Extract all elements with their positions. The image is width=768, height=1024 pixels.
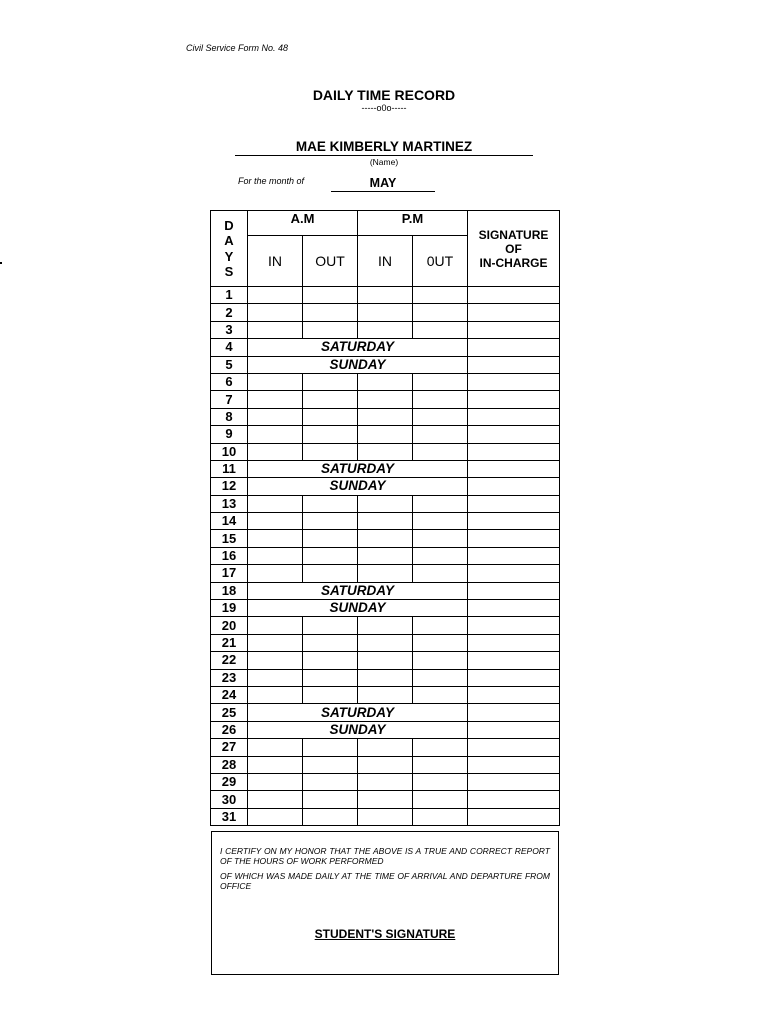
table-row xyxy=(211,739,560,756)
day-number: 8 xyxy=(211,408,248,425)
pm-in-cell[interactable] xyxy=(358,791,413,808)
day-number: 29 xyxy=(211,773,248,790)
table-row xyxy=(211,339,560,356)
pm-out-cell[interactable] xyxy=(413,530,468,547)
am-in-cell[interactable] xyxy=(248,391,303,408)
signature-cell[interactable] xyxy=(468,530,560,547)
pm-in-cell[interactable] xyxy=(358,287,413,304)
pm-in-cell[interactable] xyxy=(358,756,413,773)
signature-header-line: IN-CHARGE xyxy=(479,255,548,270)
pm-in-cell[interactable] xyxy=(358,565,413,582)
signature-cell[interactable] xyxy=(468,600,560,617)
day-number: 20 xyxy=(211,617,248,634)
pm-out-cell[interactable] xyxy=(413,808,468,825)
am-out-cell[interactable] xyxy=(303,669,358,686)
signature-cell[interactable] xyxy=(468,426,560,443)
table-row xyxy=(211,460,560,477)
am-out-cell[interactable] xyxy=(303,634,358,651)
table-row xyxy=(211,704,560,721)
pm-in-cell[interactable] xyxy=(358,443,413,460)
am-out-cell[interactable] xyxy=(303,426,358,443)
pm-in-cell[interactable] xyxy=(358,686,413,703)
am-in-cell[interactable] xyxy=(248,408,303,425)
pm-out-cell[interactable] xyxy=(413,426,468,443)
day-number: 16 xyxy=(211,547,248,564)
day-number: 6 xyxy=(211,373,248,390)
am-in-cell[interactable] xyxy=(248,617,303,634)
am-in-cell[interactable] xyxy=(248,686,303,703)
weekend-label: SATURDAY xyxy=(248,339,468,356)
student-signature-label: STUDENT'S SIGNATURE xyxy=(314,927,456,941)
signature-cell[interactable] xyxy=(468,721,560,738)
am-in-cell[interactable] xyxy=(248,495,303,512)
weekend-label: SUNDAY xyxy=(248,356,468,373)
table-row xyxy=(211,426,560,443)
day-number: 5 xyxy=(211,356,248,373)
pm-out-cell[interactable] xyxy=(413,495,468,512)
pm-out-cell[interactable] xyxy=(413,321,468,338)
table-row xyxy=(211,791,560,808)
weekend-label: SUNDAY xyxy=(248,478,468,495)
signature-cell[interactable] xyxy=(468,339,560,356)
am-out-cell[interactable] xyxy=(303,739,358,756)
signature-cell[interactable] xyxy=(468,495,560,512)
days-header-letter: Y xyxy=(224,248,234,264)
pm-out-cell[interactable] xyxy=(413,669,468,686)
am-header: A.M xyxy=(248,211,358,236)
signature-cell[interactable] xyxy=(468,443,560,460)
am-in-cell[interactable] xyxy=(248,321,303,338)
table-row xyxy=(211,686,560,703)
am-in-cell[interactable] xyxy=(248,547,303,564)
pm-header: P.M xyxy=(358,211,468,236)
signature-cell[interactable] xyxy=(468,478,560,495)
weekend-label: SATURDAY xyxy=(248,582,468,599)
day-number: 14 xyxy=(211,513,248,530)
pm-in-cell[interactable] xyxy=(358,391,413,408)
signature-cell[interactable] xyxy=(468,704,560,721)
day-number: 21 xyxy=(211,634,248,651)
days-header-letter: S xyxy=(224,264,234,279)
am-in-cell[interactable] xyxy=(248,443,303,460)
am-out-cell[interactable] xyxy=(303,791,358,808)
pm-out-cell[interactable] xyxy=(413,373,468,390)
day-number: 18 xyxy=(211,582,248,599)
month-value: MAY xyxy=(331,176,435,192)
day-number: 28 xyxy=(211,756,248,773)
pm-out-cell[interactable] xyxy=(413,408,468,425)
am-out-cell[interactable] xyxy=(303,808,358,825)
am-out-cell[interactable] xyxy=(303,756,358,773)
pm-out-cell[interactable] xyxy=(413,739,468,756)
table-row xyxy=(211,287,560,304)
signature-cell[interactable] xyxy=(468,391,560,408)
table-row xyxy=(211,356,560,373)
pm-out-cell[interactable] xyxy=(413,617,468,634)
am-in-cell[interactable] xyxy=(248,373,303,390)
table-row xyxy=(211,565,560,582)
pm-out-cell[interactable] xyxy=(413,513,468,530)
am-out-cell[interactable] xyxy=(303,373,358,390)
signature-cell[interactable] xyxy=(468,582,560,599)
weekend-label: SATURDAY xyxy=(248,704,468,721)
pm-in-cell[interactable] xyxy=(358,739,413,756)
am-out-cell[interactable] xyxy=(303,565,358,582)
title-ornament: -----o0o----- xyxy=(361,103,407,113)
signature-cell[interactable] xyxy=(468,756,560,773)
signature-header xyxy=(468,211,560,287)
day-number: 4 xyxy=(211,339,248,356)
stray-mark xyxy=(0,262,2,264)
am-in-cell[interactable] xyxy=(248,634,303,651)
signature-cell[interactable] xyxy=(468,373,560,390)
pm-out-cell[interactable] xyxy=(413,287,468,304)
day-number: 24 xyxy=(211,686,248,703)
pm-in-cell[interactable] xyxy=(358,495,413,512)
day-number: 12 xyxy=(211,478,248,495)
am-out-header: OUT xyxy=(303,236,358,287)
am-out-cell[interactable] xyxy=(303,530,358,547)
day-number: 27 xyxy=(211,739,248,756)
signature-cell[interactable] xyxy=(468,356,560,373)
day-number: 11 xyxy=(211,460,248,477)
signature-cell[interactable] xyxy=(468,669,560,686)
am-out-cell[interactable] xyxy=(303,391,358,408)
table-row xyxy=(211,600,560,617)
table-row xyxy=(211,634,560,651)
certification-text: OF WHICH WAS MADE DAILY AT THE TIME OF ARRIVAL AND DEPARTURE FROM OFFICE xyxy=(220,871,550,891)
day-number: 2 xyxy=(211,304,248,321)
pm-in-cell[interactable] xyxy=(358,773,413,790)
signature-cell[interactable] xyxy=(468,686,560,703)
table-row xyxy=(211,652,560,669)
pm-in-cell[interactable] xyxy=(358,321,413,338)
day-number: 26 xyxy=(211,721,248,738)
pm-out-cell[interactable] xyxy=(413,565,468,582)
pm-in-cell[interactable] xyxy=(358,808,413,825)
am-in-cell[interactable] xyxy=(248,287,303,304)
signature-cell[interactable] xyxy=(468,304,560,321)
day-number: 19 xyxy=(211,600,248,617)
pm-out-cell[interactable] xyxy=(413,634,468,651)
pm-out-cell[interactable] xyxy=(413,547,468,564)
table-row xyxy=(211,408,560,425)
am-out-cell[interactable] xyxy=(303,773,358,790)
time-record-table xyxy=(210,210,560,826)
pm-in-cell[interactable] xyxy=(358,669,413,686)
pm-out-header: 0UT xyxy=(413,236,468,287)
am-in-cell[interactable] xyxy=(248,773,303,790)
am-out-cell[interactable] xyxy=(303,547,358,564)
am-out-cell[interactable] xyxy=(303,408,358,425)
table-row xyxy=(211,304,560,321)
signature-header-line: OF xyxy=(505,241,522,256)
signature-cell[interactable] xyxy=(468,321,560,338)
table-row xyxy=(211,513,560,530)
am-in-cell[interactable] xyxy=(248,739,303,756)
am-out-cell[interactable] xyxy=(303,304,358,321)
table-row xyxy=(211,373,560,390)
pm-out-cell[interactable] xyxy=(413,791,468,808)
day-number: 25 xyxy=(211,704,248,721)
table-row xyxy=(211,582,560,599)
am-out-cell[interactable] xyxy=(303,513,358,530)
table-row xyxy=(211,669,560,686)
day-number: 22 xyxy=(211,652,248,669)
table-row xyxy=(211,391,560,408)
pm-out-cell[interactable] xyxy=(413,304,468,321)
am-in-cell[interactable] xyxy=(248,756,303,773)
signature-cell[interactable] xyxy=(468,408,560,425)
am-in-cell[interactable] xyxy=(248,808,303,825)
pm-in-cell[interactable] xyxy=(358,547,413,564)
pm-in-cell[interactable] xyxy=(358,617,413,634)
time-record-rows xyxy=(211,287,560,826)
day-number: 1 xyxy=(211,287,248,304)
signature-cell[interactable] xyxy=(468,652,560,669)
day-number: 15 xyxy=(211,530,248,547)
day-number: 31 xyxy=(211,808,248,825)
am-out-cell[interactable] xyxy=(303,443,358,460)
am-out-cell[interactable] xyxy=(303,321,358,338)
pm-in-cell[interactable] xyxy=(358,634,413,651)
pm-in-header: IN xyxy=(358,236,413,287)
day-number: 10 xyxy=(211,443,248,460)
am-out-cell[interactable] xyxy=(303,495,358,512)
pm-in-cell[interactable] xyxy=(358,530,413,547)
am-in-cell[interactable] xyxy=(248,669,303,686)
pm-out-cell[interactable] xyxy=(413,756,468,773)
am-out-cell[interactable] xyxy=(303,652,358,669)
am-out-cell[interactable] xyxy=(303,617,358,634)
pm-in-cell[interactable] xyxy=(358,373,413,390)
pm-in-cell[interactable] xyxy=(358,513,413,530)
days-header xyxy=(211,211,248,287)
weekend-label: SATURDAY xyxy=(248,460,468,477)
table-row xyxy=(211,495,560,512)
pm-out-cell[interactable] xyxy=(413,391,468,408)
am-in-cell[interactable] xyxy=(248,426,303,443)
day-number: 9 xyxy=(211,426,248,443)
table-row xyxy=(211,321,560,338)
am-in-header: IN xyxy=(248,236,303,287)
am-in-cell[interactable] xyxy=(248,652,303,669)
table-row xyxy=(211,756,560,773)
am-in-cell[interactable] xyxy=(248,791,303,808)
signature-cell[interactable] xyxy=(468,634,560,651)
days-header-letter: A xyxy=(224,233,234,248)
am-in-cell[interactable] xyxy=(248,530,303,547)
certification-box xyxy=(211,831,559,975)
signature-cell[interactable] xyxy=(468,791,560,808)
pm-out-cell[interactable] xyxy=(413,652,468,669)
days-header-letter: D xyxy=(224,217,234,233)
am-in-cell[interactable] xyxy=(248,304,303,321)
table-row xyxy=(211,443,560,460)
signature-cell[interactable] xyxy=(468,460,560,477)
name-caption: (Name) xyxy=(369,157,399,167)
table-row xyxy=(211,617,560,634)
am-in-cell[interactable] xyxy=(248,513,303,530)
table-row xyxy=(211,478,560,495)
pm-out-cell[interactable] xyxy=(413,443,468,460)
signature-cell[interactable] xyxy=(468,617,560,634)
am-out-cell[interactable] xyxy=(303,287,358,304)
signature-cell[interactable] xyxy=(468,547,560,564)
signature-cell[interactable] xyxy=(468,808,560,825)
day-number: 3 xyxy=(211,321,248,338)
am-out-cell[interactable] xyxy=(303,686,358,703)
signature-cell[interactable] xyxy=(468,773,560,790)
certification-text: I CERTIFY ON MY HONOR THAT THE ABOVE IS A TRUE AND CORRECT REPORT OF THE HOURS OF WORK PERFORMED xyxy=(220,846,550,866)
form-number: Civil Service Form No. 48 xyxy=(186,43,289,53)
table-row xyxy=(211,530,560,547)
month-label: For the month of xyxy=(238,176,305,186)
day-number: 7 xyxy=(211,391,248,408)
day-number: 13 xyxy=(211,495,248,512)
signature-cell[interactable] xyxy=(468,739,560,756)
employee-name: MAE KIMBERLY MARTINEZ xyxy=(235,139,533,156)
signature-header-line: SIGNATURE xyxy=(478,227,549,242)
document-title: DAILY TIME RECORD xyxy=(312,87,456,103)
day-number: 23 xyxy=(211,669,248,686)
pm-in-cell[interactable] xyxy=(358,426,413,443)
day-number: 17 xyxy=(211,565,248,582)
weekend-label: SUNDAY xyxy=(248,600,468,617)
pm-in-cell[interactable] xyxy=(358,304,413,321)
table-row xyxy=(211,773,560,790)
pm-in-cell[interactable] xyxy=(358,652,413,669)
am-in-cell[interactable] xyxy=(248,565,303,582)
table-row xyxy=(211,808,560,825)
table-row xyxy=(211,721,560,738)
signature-cell[interactable] xyxy=(468,565,560,582)
day-number: 30 xyxy=(211,791,248,808)
table-row xyxy=(211,547,560,564)
weekend-label: SUNDAY xyxy=(248,721,468,738)
pm-out-cell[interactable] xyxy=(413,773,468,790)
signature-cell[interactable] xyxy=(468,287,560,304)
signature-cell[interactable] xyxy=(468,513,560,530)
pm-in-cell[interactable] xyxy=(358,408,413,425)
pm-out-cell[interactable] xyxy=(413,686,468,703)
